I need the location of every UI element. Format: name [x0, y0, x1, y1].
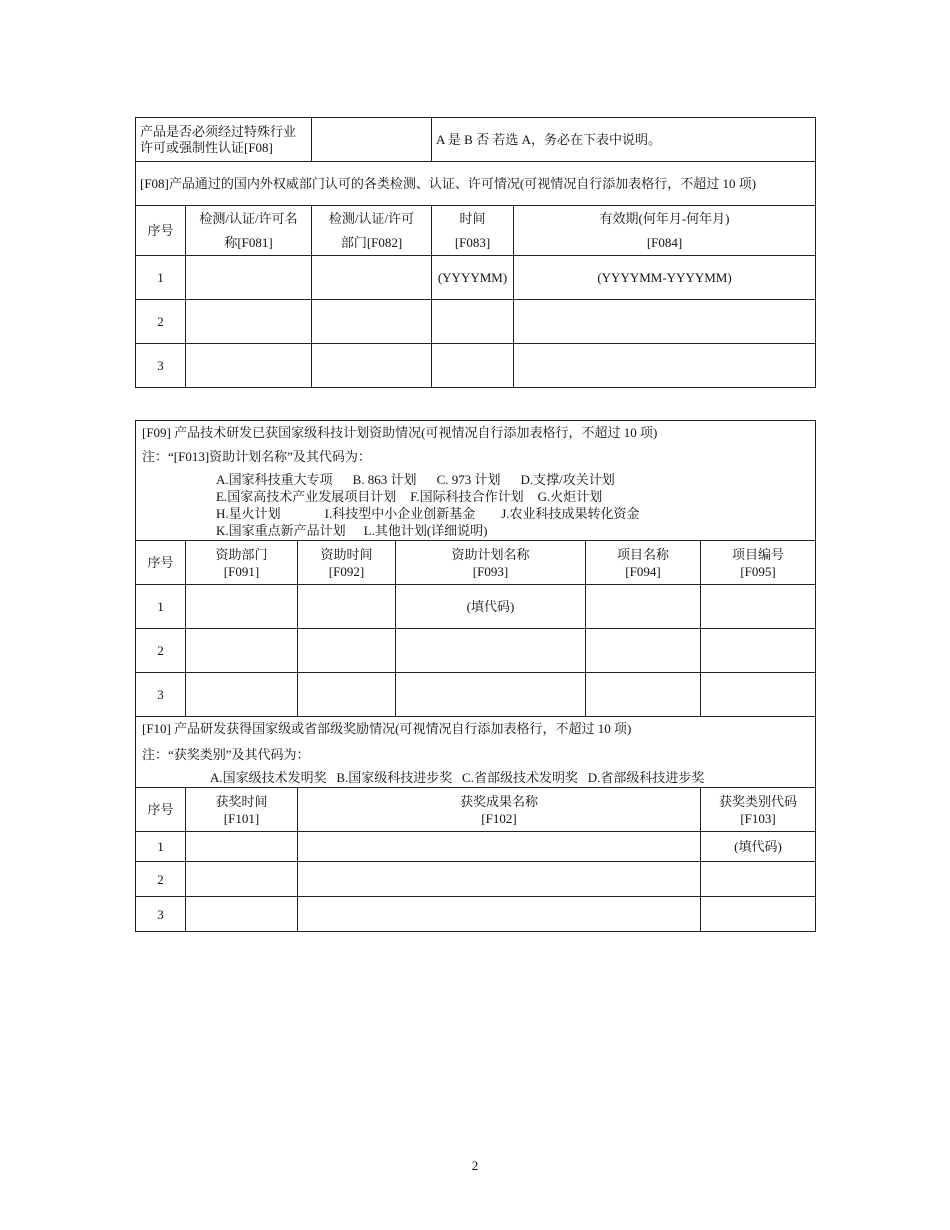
code-line: E.国家高技术产业发展项目计划 F.国际科技合作计划 G.火炬计划: [216, 489, 603, 504]
validity-cell[interactable]: [514, 300, 816, 344]
f10-note: 注：“获奖类别”及其代码为：: [142, 747, 310, 762]
time-cell[interactable]: [432, 344, 514, 388]
header-no: 序号: [136, 541, 186, 585]
row-no: 3: [136, 344, 186, 388]
table-row: [136, 897, 816, 932]
f08-header-row: [136, 206, 816, 256]
code-line: A.国家科技重大专项 B. 863 计划 C. 973 计划 D.支撑/攻关计划: [216, 472, 615, 487]
validity-cell[interactable]: [514, 344, 816, 388]
f08-answer-options: A 是 B 否 若选 A，务必在下表中说明。: [432, 118, 816, 162]
f09-code-list: [142, 471, 809, 539]
header-no: 序号: [136, 788, 186, 832]
row-no: 2: [136, 300, 186, 344]
row-no: 1: [136, 585, 186, 629]
row-no: 2: [136, 629, 186, 673]
table-row: [136, 862, 816, 897]
row-no: 2: [136, 862, 186, 897]
row-no: 3: [136, 897, 186, 932]
plan-name-cell[interactable]: [396, 673, 586, 717]
header-award-name: 获奖成果名称 [F102]: [298, 788, 701, 832]
header-cert-name: 检测/认证/许可名 称[F081]: [186, 206, 312, 256]
project-no-cell[interactable]: [701, 629, 816, 673]
f10-section: [136, 717, 816, 788]
cert-dept-cell[interactable]: [312, 300, 432, 344]
cert-dept-cell[interactable]: [312, 256, 432, 300]
f08-answer-field[interactable]: [312, 118, 432, 162]
f09-section: [136, 421, 816, 541]
award-code-cell[interactable]: [701, 862, 816, 897]
plan-name-cell[interactable]: [396, 629, 586, 673]
f09-note: 注：“[F013]资助计划名称”及其代码为：: [142, 449, 371, 464]
project-name-cell[interactable]: [586, 629, 701, 673]
f10-code-list: A.国家级技术发明奖 B.国家级科技进步奖 C.省部级技术发明奖 D.省部级科技进步奖: [210, 770, 705, 785]
header-award-code: 获奖类别代码 [F103]: [701, 788, 816, 832]
header-plan-name: 资助计划名称 [F093]: [396, 541, 586, 585]
f10-header-row: [136, 788, 816, 832]
project-no-cell[interactable]: [701, 585, 816, 629]
header-project-no: 项目编号 [F095]: [701, 541, 816, 585]
row-no: 3: [136, 673, 186, 717]
page-number: 2: [471, 1158, 479, 1173]
table-row: [136, 344, 816, 388]
table-row: [136, 629, 816, 673]
f09-header-row: [136, 541, 816, 585]
header-fund-time: 资助时间 [F092]: [298, 541, 396, 585]
f09-section-title: [F09] 产品技术研发已获国家级科技计划资助情况(可视情况自行添加表格行，不超过 10 项): [142, 425, 658, 440]
award-name-cell[interactable]: [298, 862, 701, 897]
award-time-cell[interactable]: [186, 897, 298, 932]
fund-time-cell[interactable]: [298, 585, 396, 629]
header-no: 序号: [136, 206, 186, 256]
cert-name-cell[interactable]: [186, 300, 312, 344]
fund-dept-cell[interactable]: [186, 673, 298, 717]
award-time-cell[interactable]: [186, 862, 298, 897]
table-row: [136, 300, 816, 344]
row-no: 1: [136, 832, 186, 862]
award-name-cell[interactable]: [298, 832, 701, 862]
f08-section-title: [F08]产品通过的国内外权威部门认可的各类检测、认证、许可情况(可视情况自行添加表格行，不超过 10 项): [136, 162, 816, 206]
table-row: [136, 832, 816, 862]
plan-name-cell[interactable]: (填代码): [396, 585, 586, 629]
project-name-cell[interactable]: [586, 673, 701, 717]
award-name-cell[interactable]: [298, 897, 701, 932]
award-code-cell[interactable]: (填代码): [701, 832, 816, 862]
fund-time-cell[interactable]: [298, 629, 396, 673]
f10-section-title: [F10] 产品研发获得国家级或省部级奖励情况(可视情况自行添加表格行，不超过 10 项): [142, 721, 632, 736]
time-cell[interactable]: [432, 300, 514, 344]
table-row: [136, 585, 816, 629]
fund-time-cell[interactable]: [298, 673, 396, 717]
table-row: [136, 673, 816, 717]
project-no-cell[interactable]: [701, 673, 816, 717]
header-fund-dept: 资助部门 [F091]: [186, 541, 298, 585]
fund-dept-cell[interactable]: [186, 629, 298, 673]
header-validity: 有效期(何年月-何年月) [F084]: [514, 206, 816, 256]
validity-cell[interactable]: (YYYYMM-YYYYMM): [514, 256, 816, 300]
code-line: H.星火计划 I.科技型中小企业创新基金 J.农业科技成果转化资金: [216, 506, 640, 521]
f09-f10-table: [135, 420, 816, 932]
header-project-name: 项目名称 [F094]: [586, 541, 701, 585]
code-line: K.国家重点新产品计划 L.其他计划(详细说明): [216, 523, 488, 538]
fund-dept-cell[interactable]: [186, 585, 298, 629]
cert-name-cell[interactable]: [186, 256, 312, 300]
f08-table: [135, 117, 816, 388]
row-no: 1: [136, 256, 186, 300]
header-time: 时间 [F083]: [432, 206, 514, 256]
project-name-cell[interactable]: [586, 585, 701, 629]
time-cell[interactable]: (YYYYMM): [432, 256, 514, 300]
table-row: [136, 256, 816, 300]
award-code-cell[interactable]: [701, 897, 816, 932]
award-time-cell[interactable]: [186, 832, 298, 862]
cert-name-cell[interactable]: [186, 344, 312, 388]
header-award-time: 获奖时间 [F101]: [186, 788, 298, 832]
cert-dept-cell[interactable]: [312, 344, 432, 388]
f08-question: 产品是否必须经过特殊行业许可或强制性认证[F08]: [136, 118, 312, 162]
header-cert-dept: 检测/认证/许可 部门[F082]: [312, 206, 432, 256]
